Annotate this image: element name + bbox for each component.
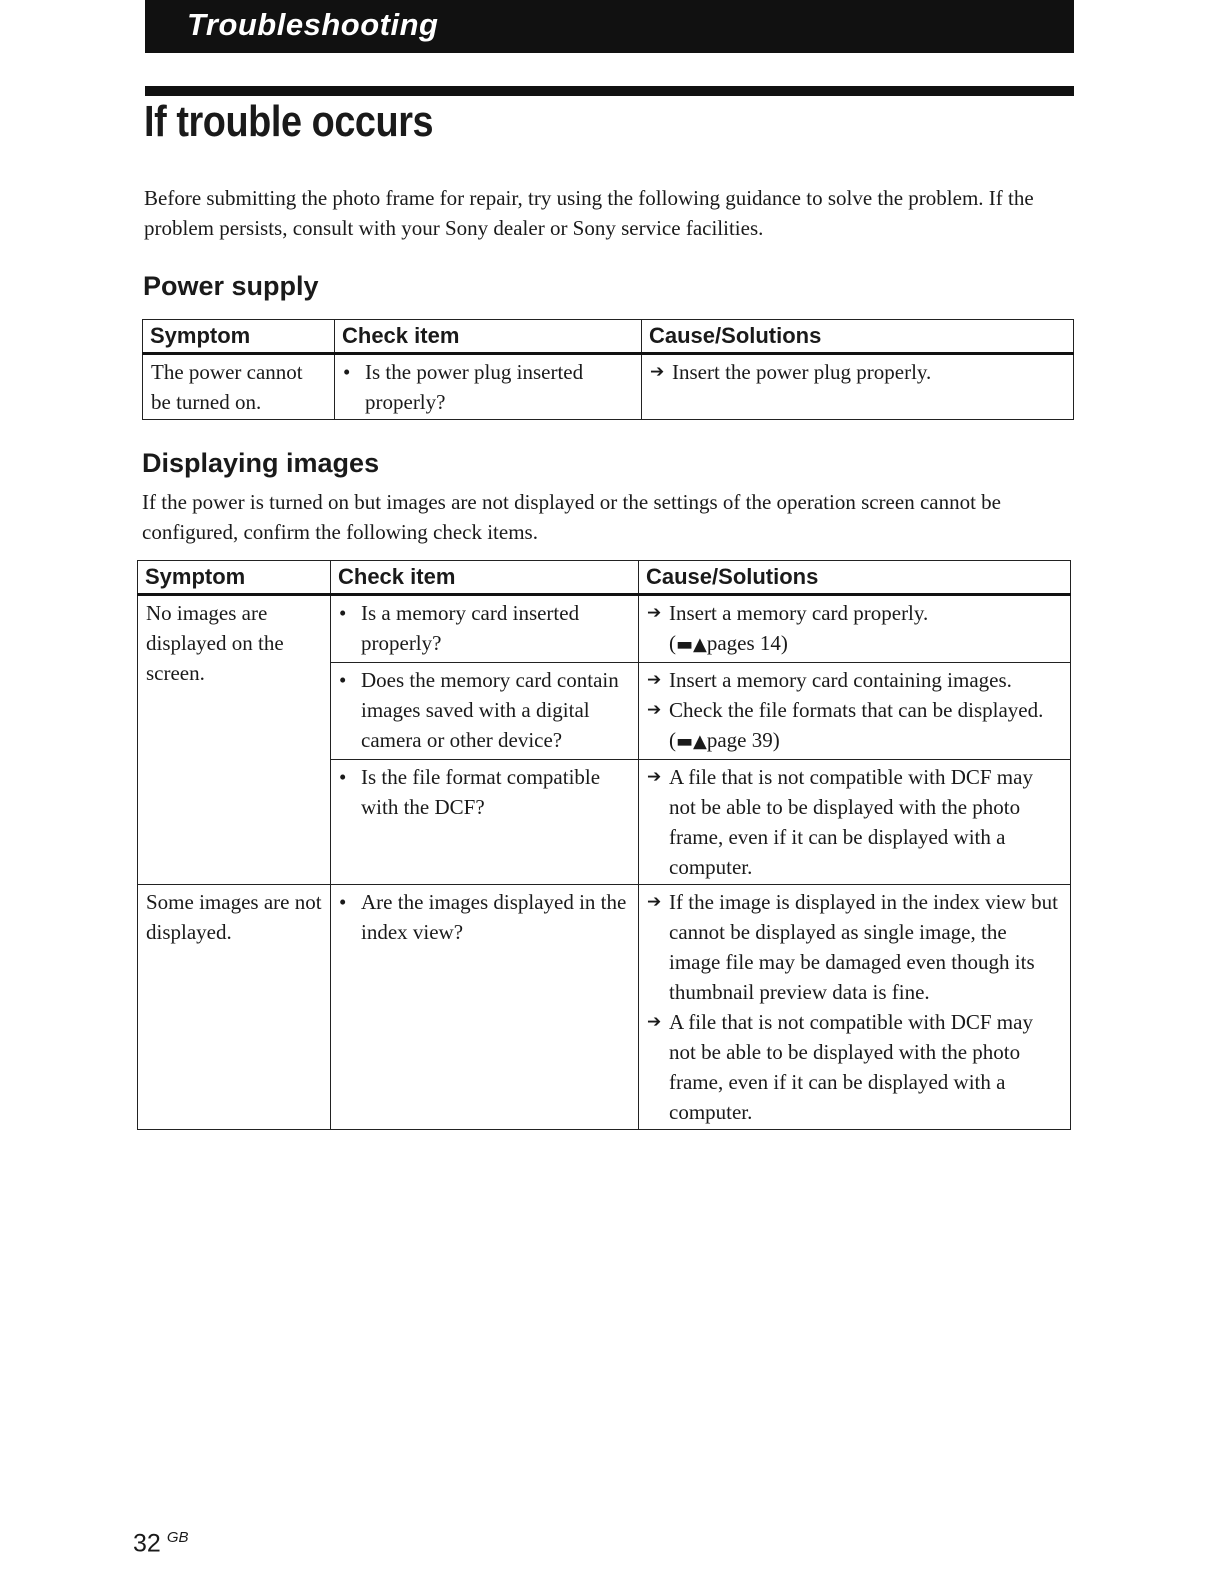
page-reference-arrow-icon: ▬▲ [676, 731, 707, 752]
symptom-header: Symptom [143, 320, 335, 354]
check-item-cell: • Does the memory card contain images saved with a digital camera or other device? [331, 663, 639, 760]
check-item-cell: • Are the images displayed in the index view? [331, 885, 639, 1130]
cause-cell: ➔ If the image is displayed in the index view but cannot be displayed as single image, the image file may be damaged even though its thumbnail preview data is fine. ➔ A file that is not compatible with DCF may not be able to be displayed with the photo frame, even if it can be displayed with a computer. [639, 885, 1071, 1130]
arrow-right-icon: ➔ [647, 892, 662, 912]
cause-cell: ➔ Insert the power plug properly. [642, 354, 1074, 420]
table-header-row [138, 561, 1071, 595]
displaying-images-title: Displaying images [142, 448, 380, 478]
cause-cell: ➔ Insert a memory card properly. (▬▲pages 14) [639, 595, 1071, 663]
page-title: If trouble occurs [144, 97, 434, 146]
displaying-images-table [137, 560, 1071, 1130]
page-reference: page 39) [706, 728, 780, 752]
page-suffix: GB [166, 1529, 189, 1546]
page-intro: Before submitting the photo frame for repair, try using the following guidance to solve the problem. If the problem persists, consult with your Sony dealer or Sony service facilities. [144, 186, 1034, 240]
displaying-images-intro: If the power is turned on but images are not displayed or the settings of the operation screen cannot be configured, confirm the following check items. [142, 490, 1001, 544]
section-header-bar [145, 0, 1074, 53]
arrow-right-icon: ➔ [647, 603, 662, 623]
check-item-cell: • Is the file format compatible with the DCF? [331, 760, 639, 885]
check-item-cell: • Is a memory card inserted properly? [331, 595, 639, 663]
symptom-header: Symptom [138, 561, 331, 595]
check-item-cell: • Is the power plug inserted properly? [335, 354, 642, 420]
cause-solutions-header: Cause/Solutions [639, 561, 1071, 595]
cause-solutions-header: Cause/Solutions [642, 320, 1074, 354]
title-rule [145, 86, 1074, 96]
page-reference: pages 14) [706, 631, 788, 655]
table-row [143, 354, 1074, 420]
page-reference-arrow-icon: ▬▲ [676, 634, 707, 655]
check-item-header: Check item [335, 320, 642, 354]
section-header-title: Troubleshooting [187, 7, 439, 42]
bullet-icon: • [339, 668, 347, 692]
symptom-cell: Some images are not displayed. [138, 885, 331, 1130]
symptom-cell: No images are displayed on the screen. [138, 595, 331, 885]
bullet-icon: • [339, 601, 347, 625]
check-item-header: Check item [331, 561, 639, 595]
power-supply-table [142, 319, 1074, 420]
bullet-icon: • [339, 890, 347, 914]
arrow-right-icon: ➔ [647, 670, 662, 690]
arrow-right-icon: ➔ [650, 362, 665, 382]
table-row [138, 885, 1071, 1130]
arrow-right-icon: ➔ [647, 767, 662, 787]
cause-cell: ➔ A file that is not compatible with DCF may not be able to be displayed with the photo frame, even if it can be displayed with a computer. [639, 760, 1071, 885]
cause-cell: ➔ Insert a memory card containing images. ➔ Check the file formats that can be displayed. (▬▲page 39) [639, 663, 1071, 760]
table-row [138, 595, 1071, 663]
page-number: 32 $^{GB}$ [133, 1529, 189, 1558]
table-header-row [143, 320, 1074, 354]
arrow-right-icon: ➔ [647, 700, 662, 720]
bullet-icon: • [343, 360, 351, 384]
power-supply-title: Power supply [143, 271, 319, 301]
bullet-icon: • [339, 765, 347, 789]
symptom-cell: The power cannot be turned on. [143, 354, 335, 420]
arrow-right-icon: ➔ [647, 1012, 662, 1032]
